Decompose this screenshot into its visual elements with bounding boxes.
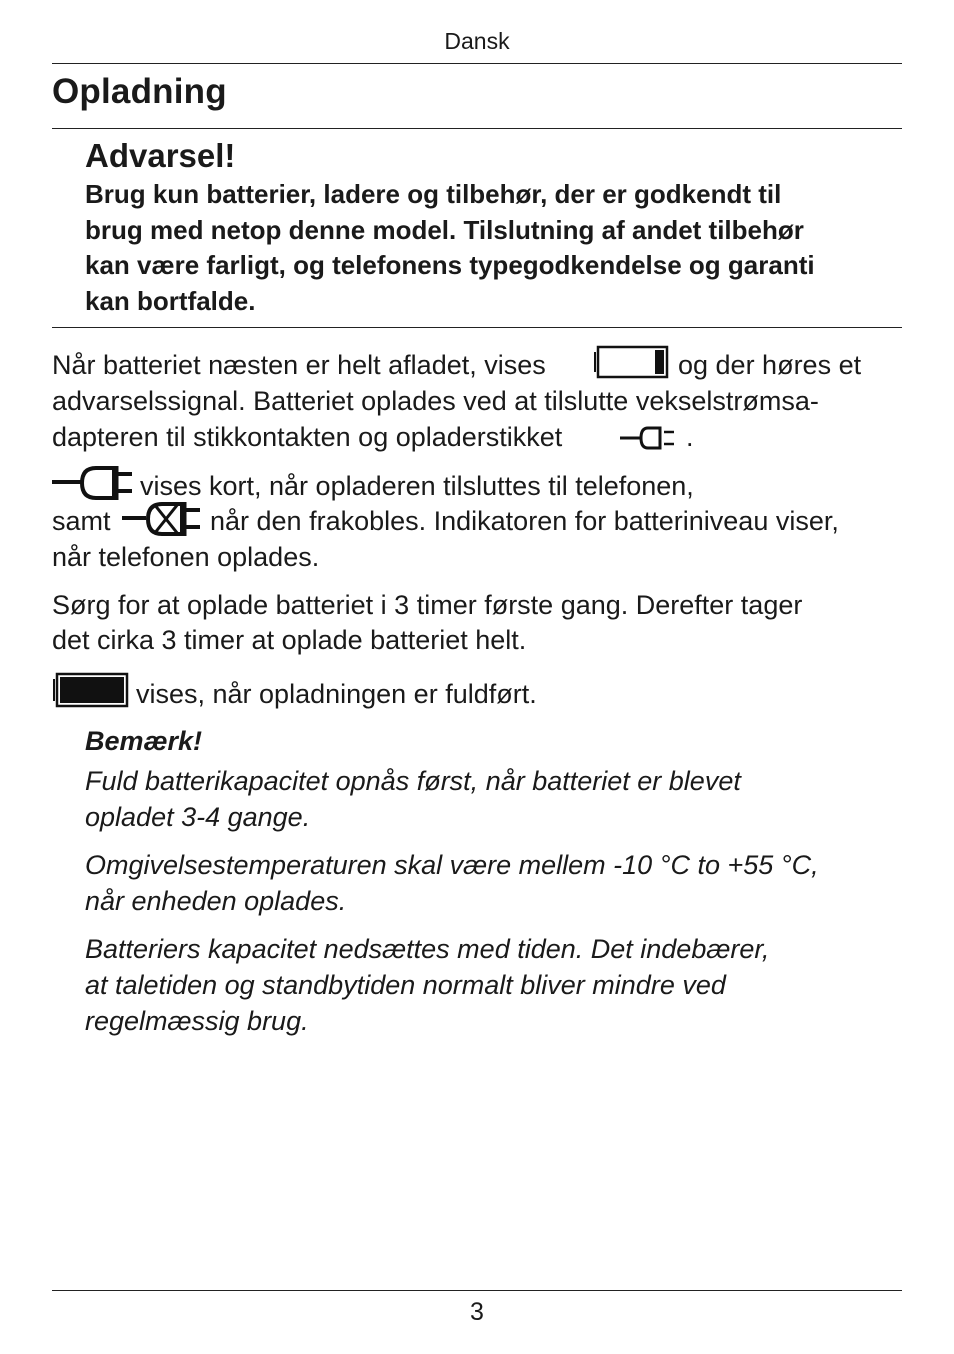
charger-plug-icon [620,424,684,454]
note-paragraph-3 [85,931,905,1039]
warning-title: Advarsel! [85,137,236,174]
para2-line1: vises kort, når opladeren tilsluttes til telefonen, [140,471,694,501]
note-line: Batteriers kapacitet nedsættes med tiden. Det indebærer, [85,934,770,964]
para3-line2: det cirka 3 timer at oplade batteriet helt. [52,625,527,655]
para1-line1 [52,348,546,383]
section-title: Opladning [52,72,227,111]
warning-line: brug med netop denne model. Tilslutning af andet tilbehør [85,214,804,245]
warning-line: kan være farligt, og telefonens typegodkendelse og garanti [85,250,815,280]
warning-line: Brug kun batterier, ladere og tilbehør, der er godkendt til [85,179,782,209]
warning-line: kan bortfalde. [85,285,256,316]
note-paragraph-2 [85,847,905,919]
para1-line3: dapteren til stikkontakten og opladerstikket [52,422,563,452]
note-line: opladet 3-4 gange. [85,802,311,832]
battery-low-icon [593,344,671,380]
footer-rule [52,1290,902,1291]
para1-line3b: . [686,422,694,452]
note-paragraph-1 [85,763,905,835]
header-rule [52,63,902,64]
title-rule [52,128,902,129]
warning-rule [52,327,902,328]
note-line: Omgivelsestemperaturen skal være mellem -10 °C to +55 °C, [85,850,819,880]
para4-text: vises, når opladningen er fuldført. [136,679,537,709]
header-language: Dansk [444,28,510,54]
note-line: når enheden oplades. [85,886,347,916]
page-number: 3 [470,1298,484,1326]
plug-disconnected-icon [122,500,202,538]
note-line: Fuld batterikapacitet opnås først, når batteriet er blevet [85,766,741,796]
battery-full-icon [52,671,130,709]
plug-connected-icon [52,464,134,502]
para1-line1b: og der høres et [678,350,862,380]
para2-line2a: samt [52,506,111,536]
note-line: at taletiden og standbytiden normalt bliver mindre ved [85,970,726,1000]
para3-line1: Sørg for at oplade batteriet i 3 timer første gang. Derefter tager [52,590,803,620]
para2-line3: når telefonen oplades. [52,542,320,572]
para2-line2b: når den frakobles. Indikatoren for batteriniveau viser, [210,506,839,536]
para1-line2: advarselssignal. Batteriet oplades ved at tilslutte vekselstrømsa- [52,386,819,416]
para1-text-a: Når batteriet næsten er helt afladet, vises [52,350,546,380]
warning-body [85,177,885,319]
note-line: regelmæssig brug. [85,1006,309,1036]
note-title: Bemærk! [85,726,203,756]
